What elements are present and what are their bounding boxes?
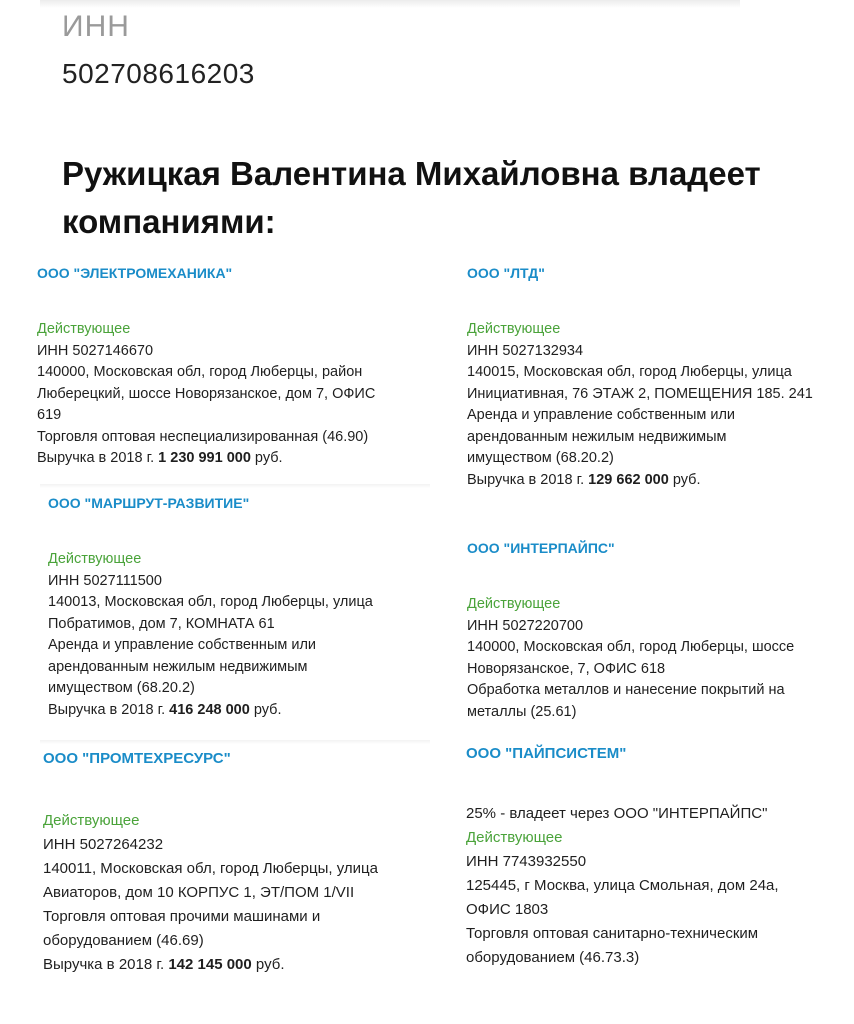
page-title-line1: Ружицкая Валентина Михайловна владеет xyxy=(62,155,761,192)
top-divider xyxy=(40,0,740,8)
company-status: Действующее xyxy=(43,812,140,829)
company-activity: арендованным нежилым недвижимым xyxy=(48,658,308,675)
company-card-marshrut-razvitie xyxy=(48,493,438,721)
company-activity: оборудованием (46.73.3) xyxy=(466,949,640,966)
company-address: ОФИС 1803 xyxy=(466,901,549,918)
company-card-paipsistem xyxy=(466,744,851,970)
company-name-link[interactable]: ООО "ИНТЕРПАЙПС" xyxy=(467,540,615,556)
inn-label: ИНН xyxy=(62,10,130,43)
company-address: 125445, г Москва, улица Смольная, дом 24а, xyxy=(466,877,779,894)
company-revenue: Выручка в 2018 г. 416 248 000 руб. xyxy=(48,701,282,718)
company-activity: оборудованием (46.69) xyxy=(43,932,204,949)
company-address: 140015, Московская обл, город Люберцы, улица xyxy=(467,364,792,380)
company-ownership: 25% - владеет через ООО "ИНТЕРПАЙПС" xyxy=(466,805,768,822)
company-address: Инициативная, 76 ЭТАЖ 2, ПОМЕЩЕНИЯ 185. 241 xyxy=(467,385,813,402)
company-address: Новорязанское, 7, ОФИС 618 xyxy=(467,660,666,677)
company-name-link[interactable]: ООО "ЭЛЕКТРОМЕХАНИКА" xyxy=(37,265,233,281)
company-address: Люберецкий, шоссе Новорязанское, дом 7, ОФИС xyxy=(37,385,376,402)
company-address: 140000, Московская обл, город Люберцы, район xyxy=(37,364,363,380)
company-activity: Обработка металлов и нанесение покрытий на xyxy=(467,682,785,698)
company-address: Побратимов, дом 7, КОМНАТА 61 xyxy=(48,615,275,632)
page-title-line2: компаниями: xyxy=(62,203,276,240)
company-card-ltd xyxy=(467,263,847,491)
company-address: 619 xyxy=(37,407,62,423)
company-name-link[interactable]: ООО "ПРОМТЕХРЕСУРС" xyxy=(43,750,231,767)
company-activity: Аренда и управление собственным или xyxy=(467,407,736,423)
company-name-link[interactable]: ООО "ПАЙПСИСТЕМ" xyxy=(466,745,627,762)
company-card-interpaips xyxy=(467,538,847,723)
revenue-amount: 1 230 991 000 xyxy=(158,450,251,466)
company-activity: имуществом (68.20.2) xyxy=(48,680,195,696)
company-status: Действующее xyxy=(48,551,142,567)
page-title xyxy=(62,150,802,246)
company-status: Действующее xyxy=(37,321,131,337)
company-status: Действующее xyxy=(467,321,561,337)
company-inn: ИНН 5027132934 xyxy=(467,342,584,359)
revenue-amount: 129 662 000 xyxy=(588,471,669,488)
company-activity: арендованным нежилым недвижимым xyxy=(467,428,727,445)
card-divider xyxy=(40,484,430,488)
company-revenue: Выручка в 2018 г. 1 230 991 000 руб. xyxy=(37,450,283,466)
card-divider xyxy=(40,740,430,744)
company-inn: ИНН 5027111500 xyxy=(48,572,162,589)
company-address: 140000, Московская обл, город Люберцы, шоссе xyxy=(467,639,795,655)
company-activity: Торговля оптовая санитарно-техническим xyxy=(466,925,759,942)
company-activity: Торговля оптовая прочими машинами и xyxy=(43,908,321,925)
company-address: Авиаторов, дом 10 КОРПУС 1, ЭТ/ПОМ 1/VII xyxy=(43,884,355,901)
company-activity: Торговля оптовая неспециализированная (46.90) xyxy=(37,428,369,445)
company-inn: ИНН 5027220700 xyxy=(467,617,584,634)
company-status: Действующее xyxy=(467,596,561,612)
company-inn: ИНН 5027264232 xyxy=(43,836,164,853)
company-activity: металлы (25.61) xyxy=(467,703,577,720)
company-name-link[interactable]: ООО "ЛТД" xyxy=(467,265,545,281)
company-card-promtekhresurs xyxy=(43,749,438,977)
company-address: 140013, Московская обл, город Люберцы, улица xyxy=(48,594,373,610)
company-revenue: Выручка в 2018 г. 129 662 000 руб. xyxy=(467,471,701,488)
company-revenue: Выручка в 2018 г. 142 145 000 руб. xyxy=(43,956,285,973)
inn-value: 502708616203 xyxy=(62,58,255,89)
company-activity: Аренда и управление собственным или xyxy=(48,637,317,653)
revenue-amount: 416 248 000 xyxy=(169,701,250,718)
company-address: 140011, Московская обл, город Люберцы, улица xyxy=(43,860,378,877)
company-name-link[interactable]: ООО "МАРШРУТ-РАЗВИТИЕ" xyxy=(48,495,250,511)
company-status: Действующее xyxy=(466,829,563,846)
company-inn: ИНН 5027146670 xyxy=(37,342,154,359)
revenue-amount: 142 145 000 xyxy=(168,956,252,973)
company-inn: ИНН 7743932550 xyxy=(466,853,587,870)
company-activity: имуществом (68.20.2) xyxy=(467,450,614,466)
company-card-elektromekhanika xyxy=(37,263,437,470)
